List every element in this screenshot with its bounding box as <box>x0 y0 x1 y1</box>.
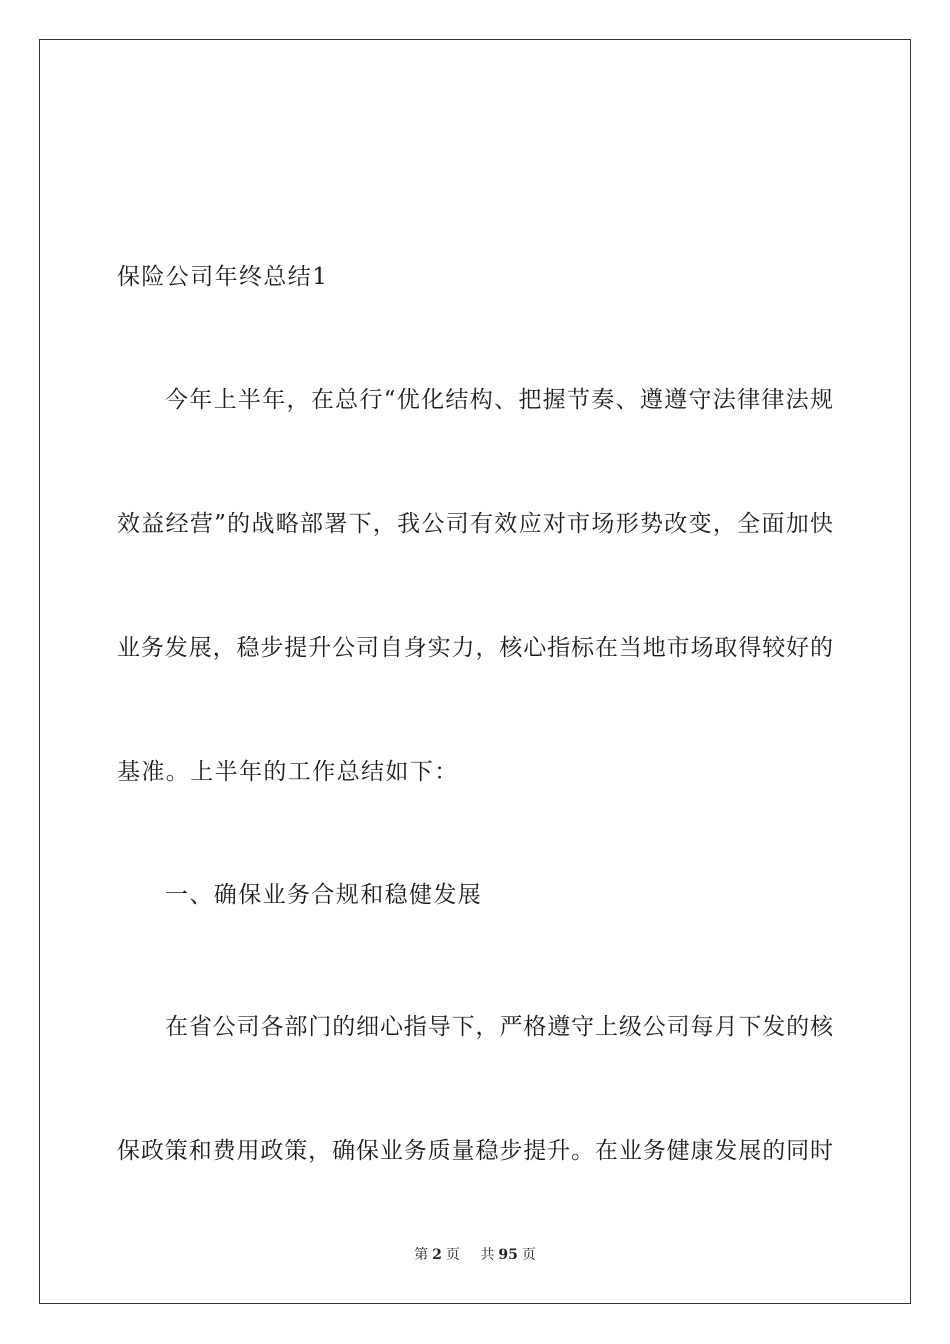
page-footer <box>0 1245 950 1265</box>
page-prefix: 第 <box>414 1247 429 1263</box>
paragraph-line-6: 保政策和费用政策，确保业务质量稳步提升。在业务健康发展的同时 <box>117 1138 833 1164</box>
section-heading: 一、确保业务合规和稳健发展 <box>165 882 483 908</box>
total-prefix: 共 <box>480 1247 495 1263</box>
page-border <box>39 39 911 1304</box>
paragraph-line-5: 在省公司各部门的细心指导下，严格遵守上级公司每月下发的核 <box>165 1014 833 1040</box>
total-suffix: 页 <box>521 1247 536 1263</box>
paragraph-line-2: 效益经营”的战略部署下，我公司有效应对市场形势改变，全面加快 <box>117 511 833 537</box>
total-indicator <box>476 1247 539 1263</box>
paragraph-line-4: 基准。上半年的工作总结如下： <box>117 759 459 785</box>
page-suffix: 页 <box>445 1247 460 1263</box>
page-indicator <box>410 1247 464 1263</box>
page-number: 2 <box>432 1247 442 1263</box>
document-title: 保险公司年终总结1 <box>117 264 329 290</box>
paragraph-line-3: 业务发展，稳步提升公司自身实力，核心指标在当地市场取得较好的 <box>117 635 833 661</box>
paragraph-line-1: 今年上半年，在总行“优化结构、把握节奏、遵遵守法律律法规 <box>165 387 833 413</box>
total-pages: 95 <box>498 1247 518 1263</box>
